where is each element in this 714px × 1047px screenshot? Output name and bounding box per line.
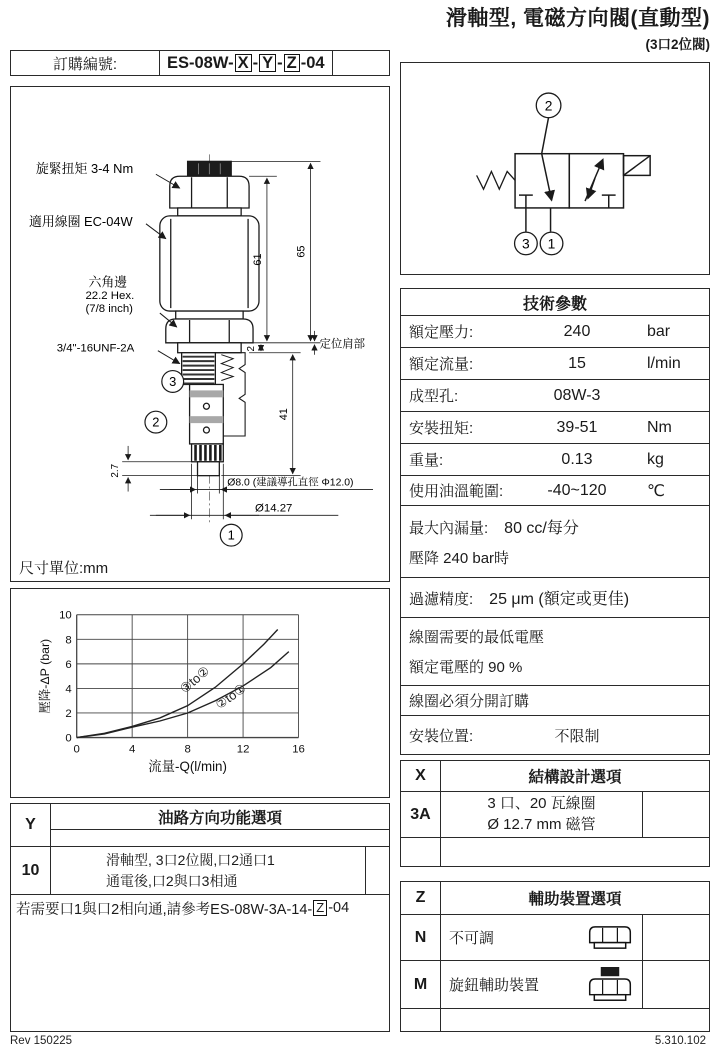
order-code-z: Z [284,54,300,73]
revision-note: Rev 150225 [10,1035,73,1047]
coil-label: 適用線圈 EC-04W [28,213,133,229]
tech-label: 成型孔: [409,388,459,405]
y-footnote-prefix: 若需要口1與口2相向通,請參考ES-08W-3A-14- [16,901,313,918]
port-2-balloon: 2 [152,414,160,430]
order-code-y: Y [259,54,276,73]
y-row-key: 10 [11,847,51,894]
z-row-n-sidecell [642,915,709,960]
tech-row-weight [401,443,709,475]
svg-text:4: 4 [128,743,136,756]
tech-unit: l/min [647,354,681,372]
y-row-line2: 通電後,口2與口3相通 [106,872,238,889]
x-empty-cell [441,838,709,866]
tech-label: 額定壓力: [409,324,474,341]
hex-label-3: (7/8 inch) [85,303,133,316]
svg-text:8: 8 [65,634,72,647]
y-table-header-spacer [51,829,389,846]
y-table-empty-area [11,921,389,1031]
pressure-drop-chart [11,589,388,794]
tech-label: 額定流量: [409,356,474,373]
title-block [446,2,710,53]
dia-8-label: Ø8.0 (建議導孔直徑 Φ12.0) [227,477,354,489]
z-row-n-description [441,915,642,960]
tech-label: 使用油溫範圍: [409,483,504,500]
leakage-label: 最大內漏量: [409,520,489,537]
shoulder-label: 定位肩部 [319,338,366,351]
x-row-sidecell [642,792,709,837]
svg-text:10: 10 [59,609,72,622]
y-row-sidecell [365,847,389,894]
svg-text:2: 2 [65,707,72,720]
tech-unit: kg [647,450,664,468]
flow-chart-panel [10,588,390,798]
torque-label: 旋緊扭矩 3-4 Nm [35,161,134,177]
tech-row-mounting [401,715,709,754]
y-row-line1: 滑軸型, 3口2位閥,口2通口1 [106,852,275,869]
svg-text:12: 12 [236,743,250,756]
tech-value: 240 [563,322,591,340]
tech-label: 安裝扭矩: [409,420,474,437]
order-code-prefix: ES-08W- [167,53,234,72]
z-empty-key [401,1009,441,1031]
page-subtitle: (3口2位閥) [645,37,710,52]
svg-text:0: 0 [65,732,72,745]
tech-unit: bar [647,322,671,340]
order-label: 訂購編號: [52,55,118,73]
svg-text:0: 0 [73,743,80,756]
order-code [159,51,333,75]
dim-41-label: 41 [277,408,290,421]
x-row-line2: Ø 12.7 mm 磁管 [487,815,596,833]
x-row-key: 3A [401,792,441,837]
hex-nut-knob-icon [586,966,634,1004]
tech-value: 39-51 [556,418,598,436]
x-row-line1: 3 口、20 瓦線圈 [487,795,596,813]
tech-row-pressure [401,315,709,347]
symbol-port-3: 3 [522,236,530,252]
z-row-n-label: 不可調 [449,930,495,947]
order-box [10,50,390,76]
tech-row-filtration [401,577,709,617]
dia-14-27-label: Ø14.27 [255,502,293,515]
svg-text:壓降-ΔP (bar): 壓降-ΔP (bar) [37,638,52,714]
hydraulic-symbol [401,63,708,273]
structure-option-table [400,760,710,867]
y-table-header: 油路方向功能選項 [157,809,282,827]
dim-65-label: 65 [295,245,308,258]
z-empty-cell [441,1009,709,1031]
leakage-value: 80 cc/每分 [504,520,579,537]
x-row-description [441,792,642,837]
hex-label-1: 六角邊 [88,274,128,290]
svg-text:8: 8 [184,743,191,756]
tech-table-header: 技術參數 [522,295,587,313]
dimension-unit-note: 尺寸單位:mm [19,560,109,577]
dim-2-label: 2 [246,345,258,352]
filtration-value: 25 μm (額定或更佳) [489,591,630,608]
tech-row-coil-order [401,685,709,715]
svg-text:16: 16 [292,743,305,756]
mounting-label: 安裝位置: [409,727,474,745]
tech-row-torque [401,411,709,443]
tech-row-leakage [401,505,709,577]
tech-row-flow [401,347,709,379]
tech-value: -40~120 [547,481,607,499]
svg-text:6: 6 [65,658,72,671]
hex-label-2: 22.2 Hex. [85,290,135,303]
tech-row-cavity [401,379,709,411]
y-footnote-boxed-z: Z [313,900,327,915]
tech-row-temperature [401,475,709,505]
svg-text:②to①: ②to① [212,680,249,713]
z-row-m-label: 旋鈕輔助裝置 [449,977,540,994]
hex-nut-icon [586,924,634,952]
y-footnote-suffix: -04 [328,900,350,916]
x-table-header: 結構設計選項 [528,769,622,786]
leakage-condition: 壓降 240 bar時 [409,550,510,567]
document-number: 5.310.102 [654,1035,706,1047]
tech-value: 15 [568,354,586,372]
y-row-description [51,847,365,894]
tech-unit: Nm [647,418,672,436]
function-option-table [10,803,390,1032]
z-table-key: Z [401,882,441,914]
order-code-x: X [235,54,252,73]
coil-order-note: 線圈必須分開訂購 [409,693,530,710]
svg-text:③to②: ③to② [176,663,213,697]
z-table-header: 輔助裝置選項 [528,891,622,908]
tech-row-coil-voltage [401,617,709,685]
order-code-dash1: - [252,53,259,72]
port-3-balloon: 3 [169,373,177,389]
z-row-m-sidecell [642,961,709,1008]
filtration-label: 過濾精度: [409,591,474,608]
order-box-spacer [333,51,389,75]
coil-voltage-line2: 額定電壓的 90 % [409,658,523,676]
order-code-suffix: -04 [300,53,325,72]
z-row-n-key: N [401,915,441,960]
tech-value: 08W-3 [553,386,601,404]
thread-label: 3/4"-16UNF-2A [56,342,135,355]
z-row-m-key: M [401,961,441,1008]
svg-text:4: 4 [65,683,72,696]
x-empty-key [401,838,441,866]
page-title: 滑軸型, 電磁方向閥(直動型) [445,7,710,30]
valve-technical-drawing [11,87,388,553]
symbol-panel [400,62,710,275]
port-1-balloon: 1 [227,527,235,543]
valve-drawing-panel [10,86,390,582]
y-table-footnote [11,894,389,921]
symbol-port-1: 1 [547,236,556,252]
dim-2-7-label: 2.7 [110,463,122,478]
dim-61-label: 61 [251,253,264,266]
coil-voltage-line1: 線圈需要的最低電壓 [409,629,545,647]
mounting-value: 不限制 [554,727,600,745]
tech-unit: ℃ [647,482,665,500]
tech-params-table [400,288,710,755]
order-code-dash2: - [277,53,283,72]
svg-text:流量-Q(l/min): 流量-Q(l/min) [148,759,227,775]
valve-outline [160,161,259,475]
tech-value: 0.13 [561,450,593,468]
valve-symbol [477,93,651,255]
x-table-key: X [401,761,441,791]
y-table-key: Y [11,804,51,846]
z-row-m-description [441,961,642,1008]
tech-label: 重量: [409,452,444,469]
aux-option-table [400,881,710,1032]
symbol-port-2: 2 [544,98,553,114]
